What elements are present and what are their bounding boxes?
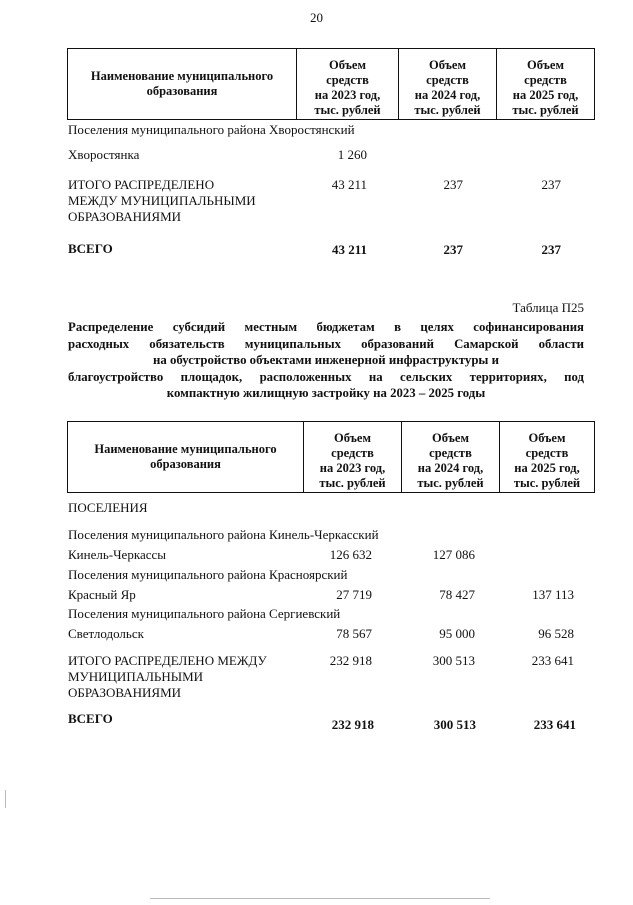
table1-total-2025: 237	[541, 242, 561, 257]
table-row-2024: 78 427	[439, 587, 475, 602]
table-row-2025: 96 528	[538, 626, 574, 641]
table2-header	[67, 421, 595, 493]
table2-subtotal-2025: 233 641	[531, 653, 574, 668]
table2-section-title: Поселения муниципального района Кинель-Черкасский	[68, 527, 379, 542]
table-row-name: Светлодольск	[68, 626, 144, 641]
table2-subtotal-2023: 232 918	[329, 653, 372, 668]
table-row-2023: 1 260	[337, 147, 367, 162]
table-number: Таблица П25	[512, 300, 584, 315]
table2-header-2023: Объем средств на 2023 год, тыс. рублей	[304, 422, 402, 493]
table1-section-title: Поселения муниципального района Хворостянский	[68, 122, 355, 137]
table1-header	[67, 48, 595, 120]
table2-total-label: ВСЕГО	[68, 711, 113, 726]
table1-subtotal-2023: 43 211	[331, 177, 367, 192]
table-row-2024: 95 000	[439, 626, 475, 641]
page-number: 20	[310, 10, 323, 25]
table1-subtotal-2024: 237	[443, 177, 463, 192]
table1-header-name: Наименование муниципального образования	[68, 49, 297, 120]
table1-total-2024: 237	[443, 242, 463, 257]
table-row-2025: 137 113	[532, 587, 574, 602]
table2-group-title: ПОСЕЛЕНИЯ	[68, 500, 148, 515]
table1-total-2023: 43 211	[331, 242, 367, 257]
table-row-2023: 126 632	[329, 547, 372, 562]
table2-total-2024: 300 513	[433, 717, 476, 732]
table2-title: Распределение субсидий местным бюджетам в целях софинансирования расходных обязательств муниципальных образований Самарской области на обустройство объектами инженерной инфраструктуры и благоустройство площадок, расположенных на сельских территориях, под компактную жилищную застройку на 2023 – 2025 годы	[68, 320, 584, 400]
scan-artifact	[5, 790, 6, 808]
scan-artifact	[150, 898, 490, 899]
table2-section-title: Поселения муниципального района Красноярский	[68, 567, 348, 582]
table-row-2023: 78 567	[336, 626, 372, 641]
table-row-name: Хворостянка	[68, 147, 140, 162]
table1-subtotal-label: ИТОГО РАСПРЕДЕЛЕНО МЕЖДУ МУНИЦИПАЛЬНЫМИ ОБРАЗОВАНИЯМИ	[68, 177, 256, 224]
table2-header-2025: Объем средств на 2025 год, тыс. рублей	[500, 422, 595, 493]
table-row-name: Красный Яр	[68, 587, 136, 602]
table2-header-2024: Объем средств на 2024 год, тыс. рублей	[402, 422, 500, 493]
table-row-2023: 27 719	[336, 587, 372, 602]
table1-total-label: ВСЕГО	[68, 241, 113, 256]
table2-section-title: Поселения муниципального района Сергиевский	[68, 606, 341, 621]
table2-subtotal-label: ИТОГО РАСПРЕДЕЛЕНО МЕЖДУ МУНИЦИПАЛЬНЫМИ ОБРАЗОВАНИЯМИ	[68, 653, 267, 700]
table1-header-2024: Объем средств на 2024 год, тыс. рублей	[399, 49, 497, 120]
table-row-name: Кинель-Черкассы	[68, 547, 166, 562]
table1-subtotal-2025: 237	[541, 177, 561, 192]
table1-header-2025: Объем средств на 2025 год, тыс. рублей	[497, 49, 595, 120]
table2-header-name: Наименование муниципального образования	[68, 422, 304, 493]
table2-subtotal-2024: 300 513	[432, 653, 475, 668]
table2-total-2025: 233 641	[533, 717, 576, 732]
table-row-2024: 127 086	[432, 547, 475, 562]
table1-header-2023: Объем средств на 2023 год, тыс. рублей	[297, 49, 399, 120]
table2-total-2023: 232 918	[331, 717, 374, 732]
